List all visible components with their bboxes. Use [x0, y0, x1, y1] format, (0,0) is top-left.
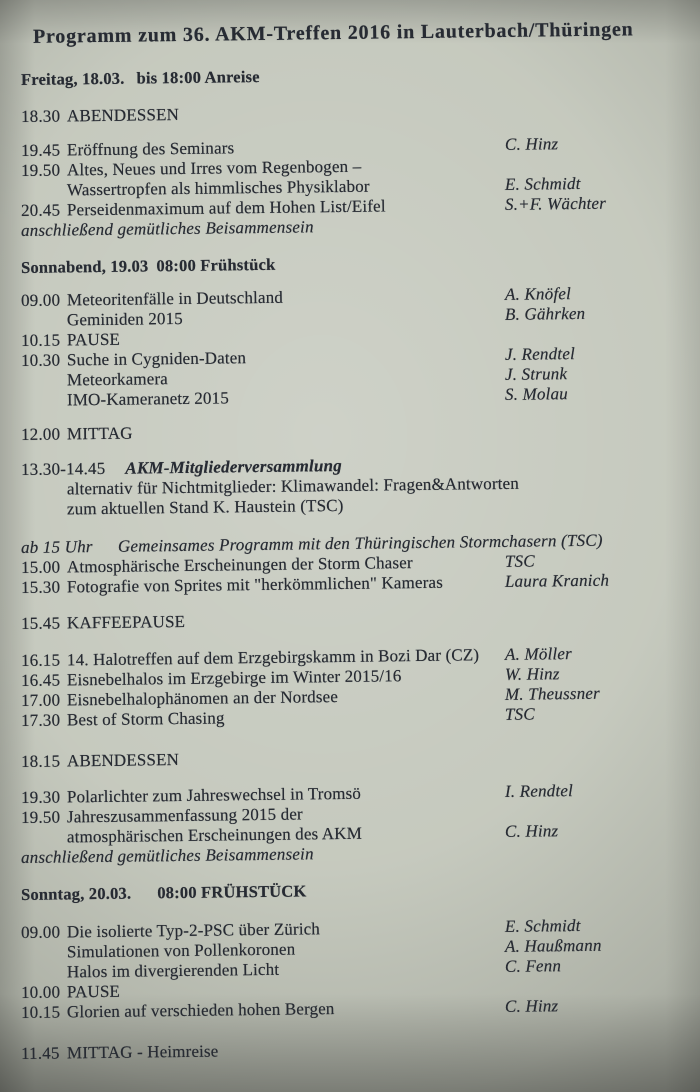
- day-info: 08:00 FRÜHSTÜCK: [157, 881, 307, 903]
- event-title: Eisnebelhalophänomen an der Nordsee: [66, 687, 339, 710]
- time-label: 18.15: [20, 751, 61, 771]
- time-label: [21, 514, 67, 515]
- event-title: Fotografie von Sprites mit "herkömmlichen" Kameras: [66, 572, 444, 597]
- time-label: 10.15: [20, 330, 61, 350]
- event-title: Meteorkamera: [66, 369, 169, 390]
- block-day: [20, 881, 682, 905]
- closing-note: anschließend gemütliches Beisammensein: [20, 844, 314, 867]
- speaker-name: TSC: [504, 704, 535, 724]
- block-rows: [20, 455, 682, 520]
- event-title: ABENDESSEN: [66, 105, 180, 126]
- time-label: 15.30: [20, 577, 61, 597]
- block-rows: [21, 752, 682, 772]
- event-title: MITTAG: [66, 423, 133, 444]
- event-title: Best of Storm Chasing: [66, 708, 225, 730]
- block-rows: [20, 134, 682, 241]
- speaker-name: W. Hinz: [504, 664, 560, 684]
- time-label: 15.00: [20, 557, 61, 577]
- event-title: Jahreszusammenfassung 2015 der: [66, 804, 303, 827]
- session-title: Gemeinsames Programm mit den Thüringischen Stormchasern (TSC): [117, 530, 603, 556]
- day-header: [21, 62, 682, 90]
- speaker-name: J. Rendtel: [504, 344, 576, 364]
- time-label: [21, 957, 67, 958]
- speaker-name: I. Rendtel: [504, 781, 574, 801]
- time-label: 20.45: [20, 200, 61, 220]
- event-title: Atmosphärische Erscheinungen der Storm Chaser: [66, 553, 413, 577]
- speaker-name: M. Theussner: [504, 683, 601, 704]
- time-label: 16.15: [20, 650, 61, 670]
- schedule-row: [21, 606, 682, 634]
- event-title: Altes, Neues und Irres vom Regenbogen –: [66, 156, 362, 180]
- event-title: Geminiden 2015: [66, 308, 183, 330]
- day-header: [21, 877, 682, 905]
- speaker-name: C. Hinz: [504, 996, 559, 1016]
- time-label: 11.45: [20, 1043, 60, 1063]
- block-title: [21, 18, 682, 50]
- schedule-row: [21, 99, 682, 127]
- time-label: 19.30: [20, 787, 61, 807]
- day-label: Freitag, 18.03.: [20, 68, 125, 89]
- speaker-name: J. Strunk: [504, 364, 568, 384]
- time-label: 15.45: [20, 613, 61, 633]
- time-label: 16.45: [20, 670, 61, 690]
- closing-note: anschließend gemütliches Beisammensein: [20, 217, 314, 240]
- block-rows: [20, 284, 682, 411]
- block-rows: [20, 781, 682, 868]
- time-label: [21, 977, 67, 978]
- event-title: Die isolierte Typ-2-PSC über Zürich: [66, 919, 321, 942]
- event-title: Halos im divergierenden Licht: [66, 959, 280, 982]
- speaker-name: A. Knöfel: [504, 284, 572, 304]
- speaker-name: C. Hinz: [504, 134, 559, 154]
- block-rows: [20, 915, 682, 1023]
- event-title: atmosphärischen Erscheinungen des AKM: [66, 823, 363, 847]
- event-title: Glorien auf verschieden hohen Bergen: [66, 999, 335, 1022]
- event-title: Polarlichter zum Jahreswechsel in Tromsö: [66, 783, 362, 807]
- speaker-name: TSC: [504, 551, 535, 571]
- time-label: [21, 494, 67, 495]
- time-label: 17.30: [20, 710, 61, 730]
- event-title: IMO-Kameranetz 2015: [66, 388, 230, 410]
- block-day: [20, 67, 682, 90]
- speaker-name: C. Fenn: [504, 956, 562, 976]
- event-title: KAFFEEPAUSE: [66, 611, 186, 633]
- schedule-row: [21, 744, 682, 772]
- event-title: MITTAG - Heimreise: [66, 1041, 219, 1063]
- block-rows: [21, 425, 682, 445]
- session-time-label: ab 15 Uhr: [20, 537, 93, 557]
- event-title: Wassertropfen als himmlisches Physiklabor: [66, 176, 370, 200]
- time-label: 17.00: [20, 690, 61, 710]
- block-rows: [21, 107, 682, 127]
- speaker-name: E. Schmidt: [504, 173, 581, 194]
- session-title: AKM-Mitgliederversammlung: [125, 455, 343, 478]
- time-label: [21, 842, 67, 843]
- event-title: zum aktuellen Stand K. Haustein (TSC): [66, 495, 344, 519]
- event-title: Suche in Cygniden-Daten: [66, 348, 247, 370]
- event-title: Simulationen von Pollenkoronen: [66, 939, 296, 962]
- event-title: ABENDESSEN: [66, 750, 180, 771]
- time-label: [21, 195, 67, 196]
- speaker-name: B. Gährken: [504, 303, 586, 324]
- block-rows: [20, 611, 682, 634]
- event-title: PAUSE: [66, 981, 121, 1002]
- time-label: 13.30-14.45: [20, 458, 106, 479]
- schedule-row: [21, 1036, 682, 1064]
- time-label: 19.50: [20, 807, 61, 827]
- block-rows: [20, 644, 682, 731]
- block-day: [20, 254, 682, 278]
- schedule-row: [21, 417, 682, 445]
- event-title: Meteoritenfälle in Deutschland: [66, 287, 284, 310]
- time-label: 10.00: [20, 982, 61, 1002]
- time-label: 10.15: [20, 1002, 61, 1022]
- event-title: alternativ für Nichtmitglieder: Klimawandel: Fragen&Antworten: [66, 473, 520, 499]
- event-title: Perseidenmaximum auf dem Hohen List/Eifel: [66, 196, 386, 220]
- time-label: [21, 385, 67, 386]
- time-label: 18.30: [20, 106, 61, 126]
- time-label: [21, 405, 67, 406]
- speaker-name: S. Molau: [504, 384, 569, 404]
- time-label: 19.50: [20, 160, 61, 180]
- speaker-name: A. Haußmann: [504, 935, 602, 956]
- document-title: Programm zum 36. AKM-Treffen 2016 in Lauterbach/Thüringen: [32, 18, 634, 48]
- day-label: Sonnabend, 19.03: [20, 256, 149, 277]
- time-label: 09.00: [20, 290, 61, 310]
- block-rows: [20, 530, 682, 598]
- time-label: 12.00: [20, 424, 61, 444]
- speaker-name: Laura Kranich: [504, 570, 610, 591]
- event-title: 14. Halotreffen auf dem Erzgebirgskamm in Bozi Dar (CZ): [66, 645, 480, 670]
- speaker-name: S.+F. Wächter: [504, 193, 607, 214]
- event-title: PAUSE: [66, 329, 121, 350]
- event-title: Eröffnung des Seminars: [66, 138, 235, 160]
- time-label: 10.30: [20, 350, 61, 370]
- time-label: 19.45: [20, 140, 61, 160]
- speaker-name: C. Hinz: [504, 821, 559, 841]
- day-label: Sonntag, 20.03.: [20, 883, 132, 904]
- event-title: Eisnebelhalos im Erzgebirge im Winter 2015/16: [66, 666, 402, 690]
- day-info: 08:00 Frühstück: [156, 254, 276, 276]
- day-header: [21, 250, 682, 278]
- time-label: [21, 325, 67, 326]
- time-label: 09.00: [20, 922, 61, 942]
- speaker-name: A. Möller: [504, 644, 573, 664]
- day-info: bis 18:00 Anreise: [136, 67, 260, 88]
- block-rows: [20, 1041, 682, 1064]
- speaker-name: E. Schmidt: [504, 915, 581, 936]
